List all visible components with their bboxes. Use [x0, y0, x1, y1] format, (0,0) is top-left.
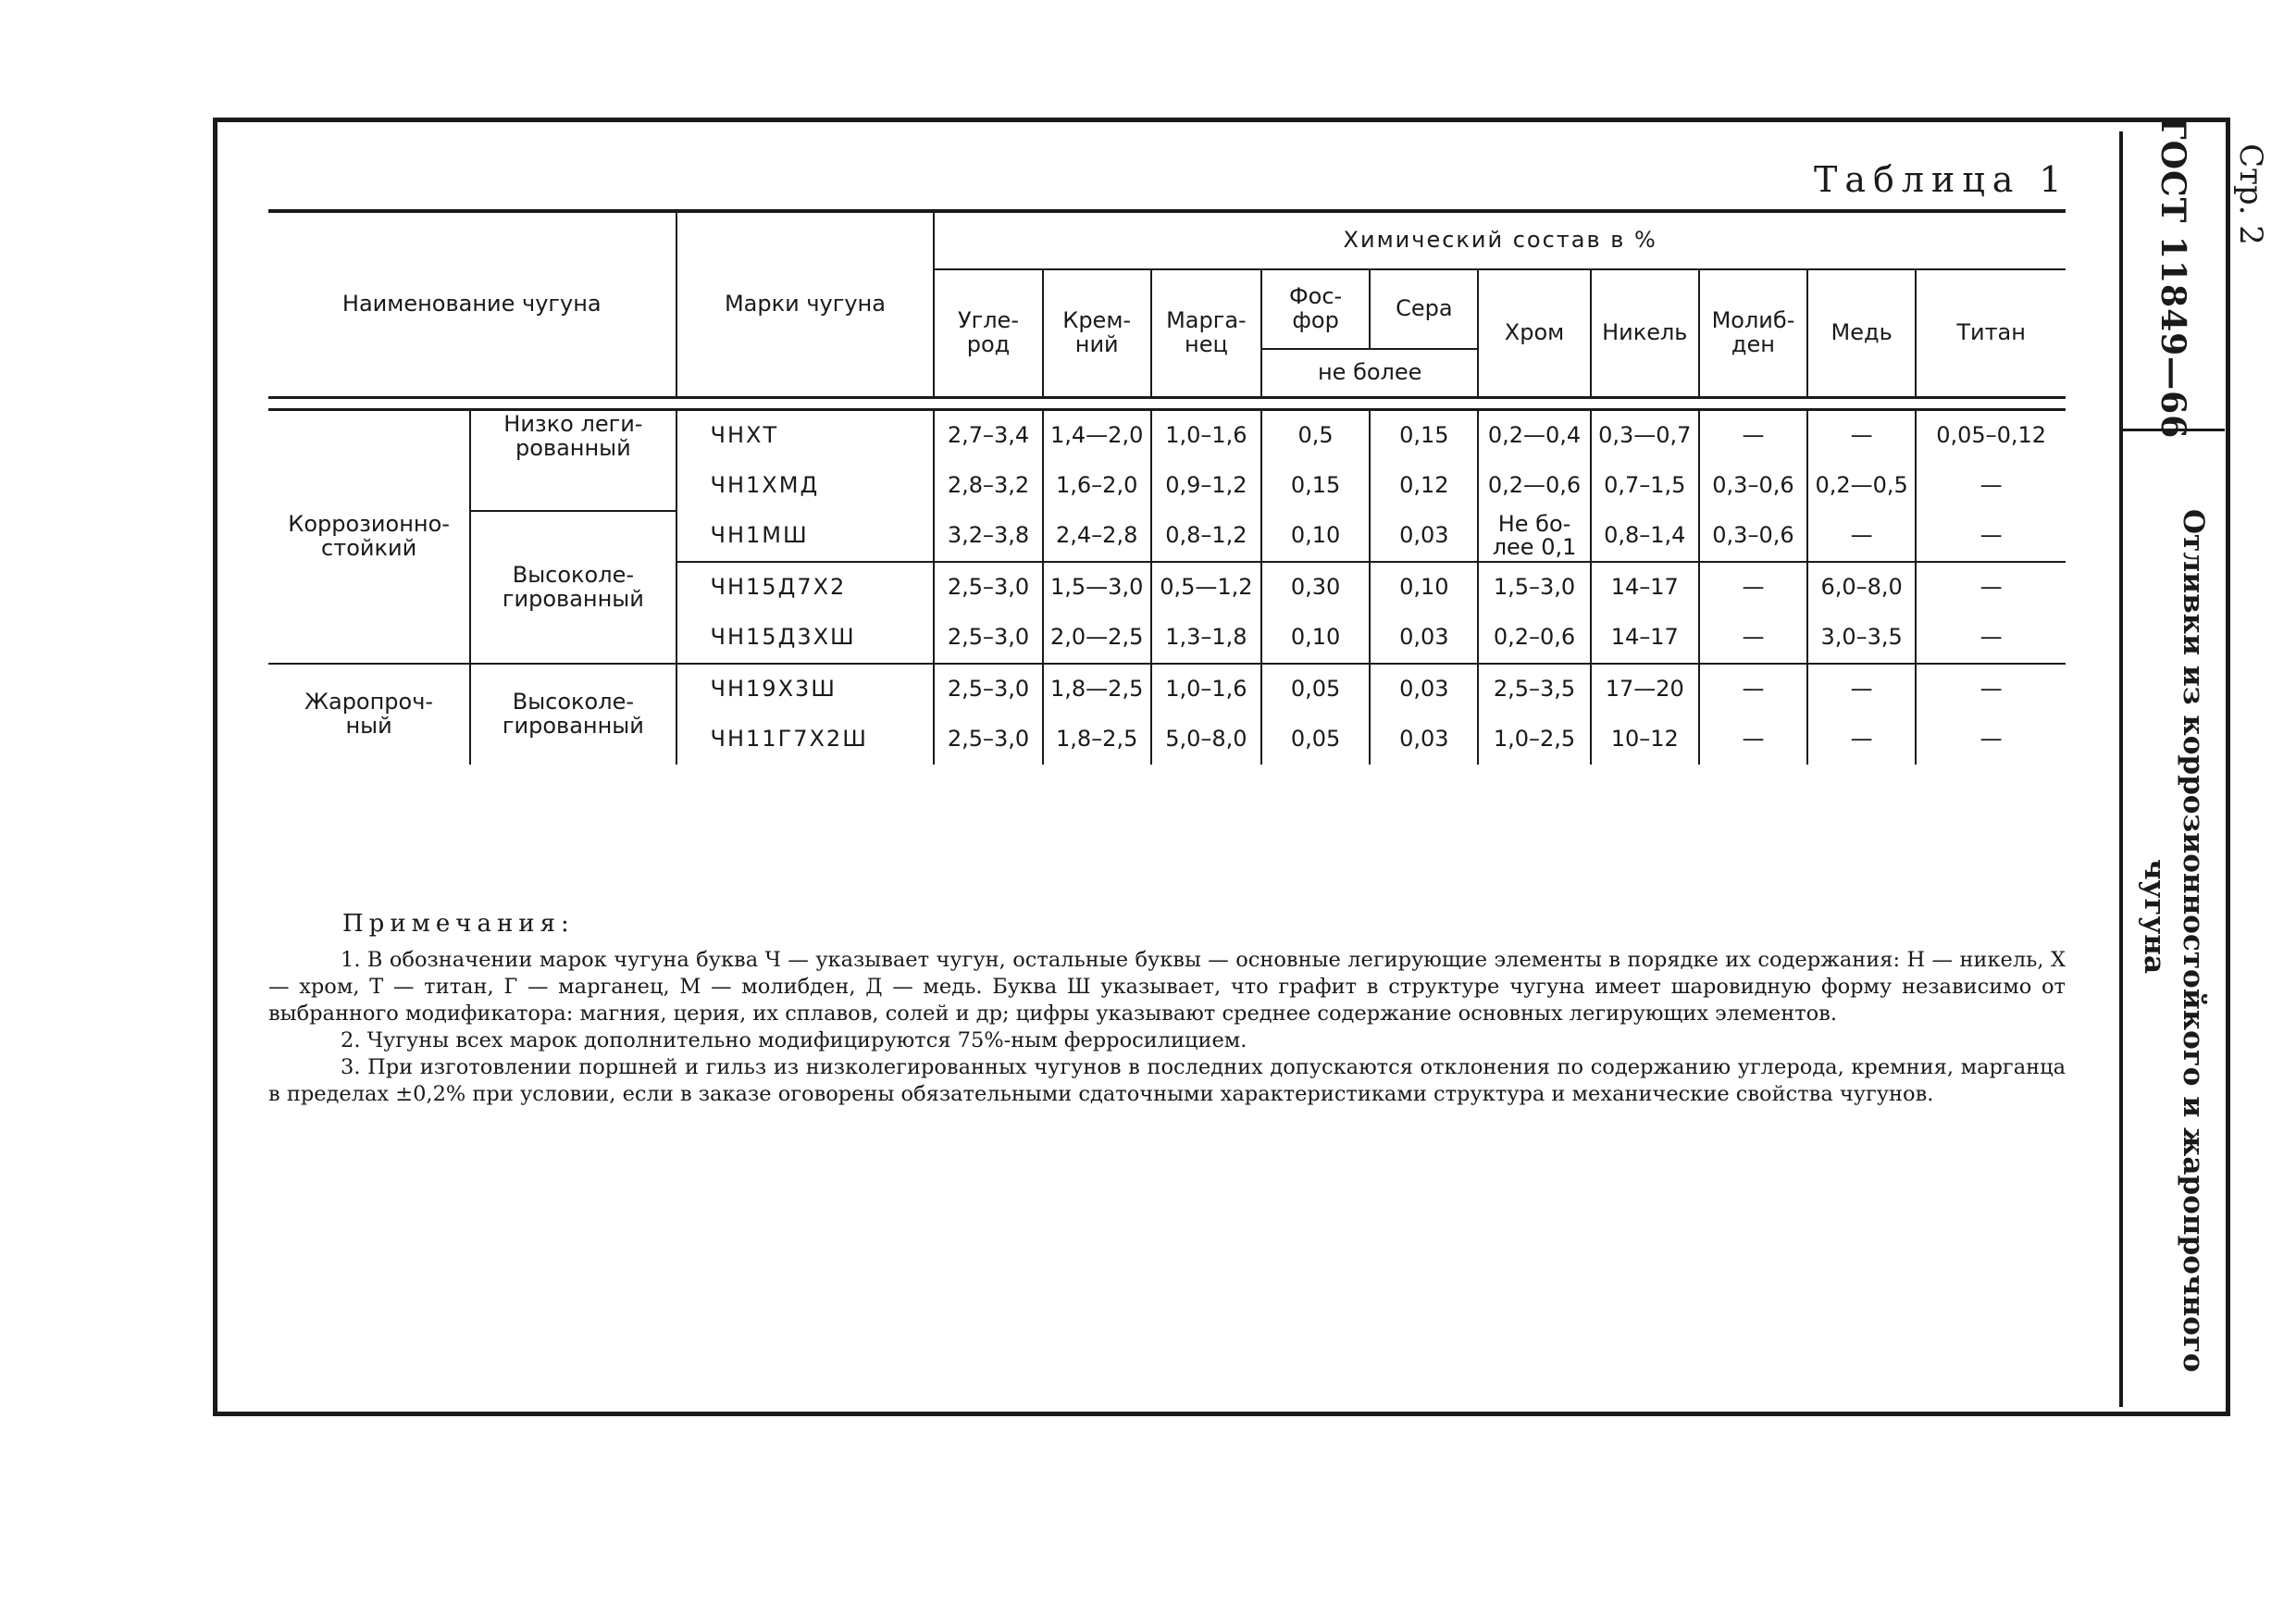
value-titanium: — [1916, 613, 2066, 664]
value-molybdenum: — [1699, 664, 1807, 715]
el-header-molybdenum: Молиб- ден [1699, 269, 1807, 398]
grade-mark: ЧН15Д3ХШ [676, 613, 935, 664]
value-silicon: 1,8—2,5 [1043, 664, 1151, 715]
value-phosphorus: 0,30 [1261, 562, 1370, 613]
value-manganese: 0,5—1,2 [1151, 562, 1261, 613]
subgroup-high-alloy-2: Высоколе- гированный [470, 664, 676, 765]
frame-left-rule [213, 118, 217, 1416]
value-manganese: 1,3–1,8 [1151, 613, 1261, 664]
value-phosphorus: 0,5 [1261, 410, 1370, 462]
col-mark-header: Марки чугуна [676, 211, 935, 398]
value-silicon: 1,4—2,0 [1043, 410, 1151, 462]
value-carbon: 2,5–3,0 [934, 562, 1042, 613]
value-chromium: 2,5–3,5 [1478, 664, 1590, 715]
value-copper: — [1807, 410, 1916, 462]
value-silicon: 1,5—3,0 [1043, 562, 1151, 613]
value-sulfur: 0,03 [1370, 511, 1478, 562]
value-titanium: 0,05–0,12 [1916, 410, 2066, 462]
value-nickel: 14–17 [1591, 562, 1699, 613]
value-manganese: 1,0–1,6 [1151, 664, 1261, 715]
value-carbon: 2,5–3,0 [934, 613, 1042, 664]
value-carbon: 3,2–3,8 [934, 511, 1042, 562]
value-titanium: — [1916, 715, 2066, 765]
note-1: 1. В обозначении марок чугуна буква Ч — указывает чугун, остальные буквы — основные легирующие элементы в порядке их содержания: Н — никель, Х — хром, Т — титан, Г — марганец, М — молибден, Д — медь. Буква Ш указывает, что графит в структуре чугуна имеет шаровидную форму независимо от выбранного модификатора: магния, церия, их сплавов, солей и др; цифры указывают среднее содержание основных легирующих элементов. [268, 948, 2066, 1026]
value-sulfur: 0,03 [1370, 613, 1478, 664]
value-molybdenum: — [1699, 562, 1807, 613]
group-corrosion-resistant: Коррозионно- стойкий [268, 410, 470, 665]
value-nickel: 0,8–1,4 [1591, 511, 1699, 562]
grade-mark: ЧНХТ [676, 410, 935, 462]
value-nickel: 10–12 [1591, 715, 1699, 765]
el-header-copper: Медь [1807, 269, 1916, 398]
table-row [268, 410, 2066, 462]
grade-mark: ЧН1ХМД [676, 461, 935, 511]
note-3: 3. При изготовлении поршней и гильз из низколегированных чугунов в последних допускаются отклонения по содержанию углерода, кремния, марганца в пределах ±0,2% при условии, если в заказе оговорены обязательными сдаточными характеристиками структура и механические свойства чугунов. [268, 1055, 2066, 1106]
value-titanium: — [1916, 562, 2066, 613]
value-silicon: 1,6–2,0 [1043, 461, 1151, 511]
grade-mark: ЧН15Д7Х2 [676, 562, 935, 613]
value-phosphorus: 0,10 [1261, 613, 1370, 664]
value-chromium: 1,0–2,5 [1478, 715, 1590, 765]
el-header-silicon: Крем- ний [1043, 269, 1151, 398]
value-manganese: 1,0–1,6 [1151, 410, 1261, 462]
el-header-carbon: Угле- род [934, 269, 1042, 398]
value-carbon: 2,5–3,0 [934, 664, 1042, 715]
value-chromium: 0,2—0,4 [1478, 410, 1590, 462]
side-title-line-2: чугуна [2138, 858, 2171, 975]
value-titanium: — [1916, 461, 2066, 511]
frame-top-rule [213, 118, 2230, 122]
el-header-phosphorus: Фос- фор [1261, 269, 1370, 349]
value-silicon: 1,8–2,5 [1043, 715, 1151, 765]
value-copper: 3,0–3,5 [1807, 613, 1916, 664]
value-nickel: 17—20 [1591, 664, 1699, 715]
table-caption: Таблица 1 [1814, 159, 2069, 200]
side-title [2134, 509, 2212, 1373]
value-copper: — [1807, 511, 1916, 562]
el-header-manganese: Марга- нец [1151, 269, 1261, 398]
value-nickel: 0,3—0,7 [1591, 410, 1699, 462]
value-phosphorus: 0,05 [1261, 715, 1370, 765]
value-copper: — [1807, 715, 1916, 765]
value-manganese: 0,9–1,2 [1151, 461, 1261, 511]
notes [268, 911, 2066, 1108]
value-molybdenum: 0,3–0,6 [1699, 461, 1807, 511]
grade-mark: ЧН11Г7Х2Ш [676, 715, 935, 765]
value-silicon: 2,0—2,5 [1043, 613, 1151, 664]
value-molybdenum: — [1699, 715, 1807, 765]
page-number: Стр. 2 [2232, 143, 2269, 245]
value-sulfur: 0,03 [1370, 664, 1478, 715]
value-sulfur: 0,15 [1370, 410, 1478, 462]
subgroup-low-alloy: Низко леги- рованный [470, 410, 676, 512]
value-chromium: 0,2–0,6 [1478, 613, 1590, 664]
col-name-header: Наименование чугуна [268, 211, 676, 398]
value-carbon: 2,7–3,4 [934, 410, 1042, 462]
value-carbon: 2,5–3,0 [934, 715, 1042, 765]
value-copper: 6,0–8,0 [1807, 562, 1916, 613]
value-nickel: 14–17 [1591, 613, 1699, 664]
value-silicon: 2,4–2,8 [1043, 511, 1151, 562]
grade-mark: ЧН1МШ [676, 511, 935, 562]
value-molybdenum: — [1699, 613, 1807, 664]
group-heat-resistant: Жаропроч- ный [268, 664, 470, 765]
side-title-line-1: Отливки из коррозионностойкого и жаропрочного [2176, 509, 2210, 1373]
composition-table [268, 209, 2066, 765]
value-nickel: 0,7–1,5 [1591, 461, 1699, 511]
value-manganese: 5,0–8,0 [1151, 715, 1261, 765]
table-row [268, 664, 2066, 715]
notes-heading: Примечания: [342, 910, 575, 938]
table-row [268, 511, 2066, 562]
not-more-label: не более [1261, 349, 1478, 398]
standard-id: ГОСТ 11849—66 [2153, 116, 2192, 440]
value-chromium: 0,2—0,6 [1478, 461, 1590, 511]
value-copper: 0,2—0,5 [1807, 461, 1916, 511]
value-sulfur: 0,10 [1370, 562, 1478, 613]
value-titanium: — [1916, 511, 2066, 562]
value-carbon: 2,8–3,2 [934, 461, 1042, 511]
value-phosphorus: 0,05 [1261, 664, 1370, 715]
value-chromium: 1,5–3,0 [1478, 562, 1590, 613]
el-header-sulfur: Сера [1370, 269, 1478, 349]
note-2: 2. Чугуны всех марок дополнительно модифицируются 75%-ным ферросилицием. [341, 1028, 1247, 1052]
value-manganese: 0,8–1,2 [1151, 511, 1261, 562]
col-chem-header: Химический состав в % [934, 211, 2066, 269]
value-copper: — [1807, 664, 1916, 715]
value-phosphorus: 0,15 [1261, 461, 1370, 511]
side-column-rule [2119, 131, 2123, 1407]
value-phosphorus: 0,10 [1261, 511, 1370, 562]
el-header-titanium: Титан [1916, 269, 2066, 398]
grade-mark: ЧН19Х3Ш [676, 664, 935, 715]
header-double-rule [268, 398, 2066, 410]
value-chromium: Не бо- лее 0,1 [1478, 511, 1590, 562]
value-titanium: — [1916, 664, 2066, 715]
value-sulfur: 0,12 [1370, 461, 1478, 511]
value-molybdenum: 0,3–0,6 [1699, 511, 1807, 562]
el-header-chromium: Хром [1478, 269, 1590, 398]
value-molybdenum: — [1699, 410, 1807, 462]
frame-right-rule [2226, 118, 2230, 1416]
el-header-nickel: Никель [1591, 269, 1699, 398]
subgroup-high-alloy: Высоколе- гированный [470, 511, 676, 664]
value-sulfur: 0,03 [1370, 715, 1478, 765]
frame-bottom-rule [213, 1412, 2230, 1416]
